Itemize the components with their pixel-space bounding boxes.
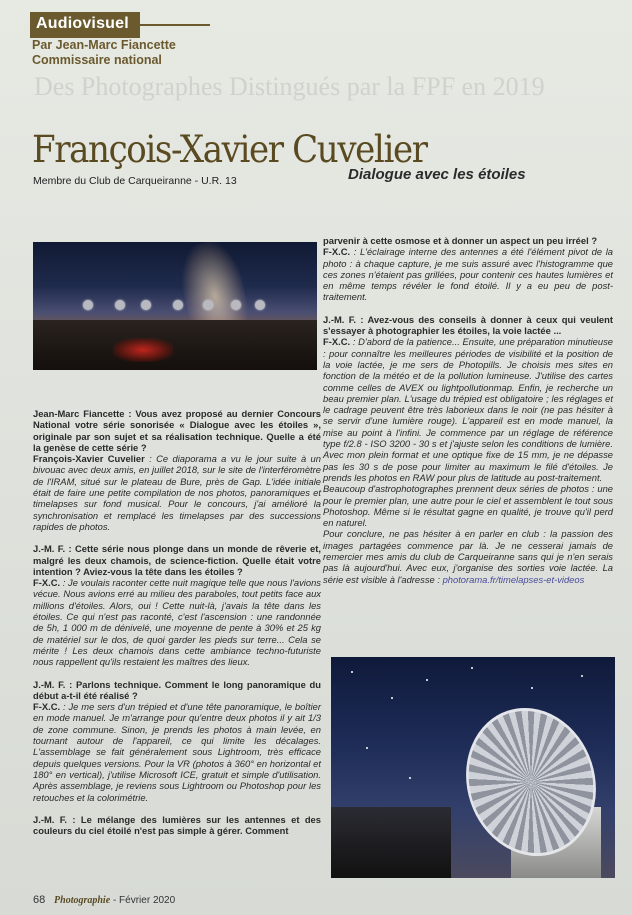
antenna-dish: [255, 300, 265, 310]
series-link[interactable]: photorama.fr/timelapses-et-videos: [442, 573, 585, 585]
rubric-divider: [140, 24, 210, 26]
photo-ground: [33, 320, 317, 370]
answer-text: : L'éclairage interne des antennes a été l'élément pivot de la photo : à chaque capture, je me suis assuré avec l'histogramme que ces zones n'étaient pas grillées, pour contenir ces hautes lumières et en même temps révéler le fond étoilé. Il y a eu peu de post-traitement.: [323, 246, 613, 303]
answer-lead: F-X.C.: [33, 577, 61, 589]
question-4-continued: parvenir à cette osmose et à donner un aspect un peu irréel ?: [323, 235, 598, 246]
antenna-dish: [141, 300, 151, 310]
answer-lead: F-X.C.: [33, 701, 61, 713]
star: [366, 747, 368, 749]
answer-5: [323, 336, 613, 483]
star: [426, 679, 428, 681]
answer-text: Pour conclure, ne pas hésiter à en parler en club : la passion des images partagées commence par là. Je ne cesserai jamais de remercier mes amis du club de Carqueiranne sans qui je n'en serais pas là aujourd'hui. Avec eux, j'organise des sorties voie lactée. La série est visible à l'adresse :: [323, 528, 613, 585]
answer-5-paragraph-3: [323, 528, 613, 584]
answer-lead: F-X.C.: [323, 336, 351, 348]
answer-lead: F-X.C.: [323, 246, 351, 258]
radio-telescope-photo: [331, 657, 615, 878]
author-name: Par Jean-Marc Fiancette: [32, 38, 176, 52]
question-3: J.-M. F. : Parlons technique. Comment le long panoramique du début a-t-il été réalisé ?: [33, 678, 321, 701]
question-4: J.-M. F. : Le mélange des lumières sur les antennes et des couleurs du ciel étoilé n'est pas simple à gérer. Comment: [33, 813, 321, 837]
page-number: 68: [33, 894, 46, 906]
section-rubric: Audiovisuel: [30, 12, 140, 38]
photographer-club: Membre du Club de Carqueiranne - U.R. 13: [33, 175, 237, 187]
ghost-headline: Des Photographes Distingués par la FPF en 2019: [34, 72, 545, 101]
answer-5-paragraph-2: Beaucoup d'astrophotographes prennent deux séries de photos : une pour le premier plan, une autre pour le ciel et assemblent le tout sous Photoshop. Même si le résultat gagne en qualité, je trouve qu'il perd en naturel.: [323, 483, 613, 529]
right-column: [323, 235, 613, 585]
question-5: J.-M. F. : Avez-vous des conseils à donner à ceux qui veulent s'essayer à photographier les étoiles, la voie lactée ...: [323, 313, 613, 337]
red-light-trail: [113, 338, 173, 362]
photographer-name: François-Xavier Cuvelier: [32, 128, 427, 171]
answer-4: [323, 246, 613, 302]
answer-1: [33, 453, 321, 532]
star: [471, 667, 473, 669]
page-footer: [33, 894, 175, 906]
question-1: Jean-Marc Fiancette : Vous avez proposé au dernier Concours National votre série sonorisée « Dialogue avec les étoiles », originale par son sujet et sa réalisation technique. Quelle a été la genèse de cette série ?: [33, 408, 321, 453]
author-role: Commissaire national: [32, 53, 162, 67]
antenna-dish: [231, 300, 241, 310]
antenna-dish: [83, 300, 93, 310]
panorama-photo: [33, 242, 317, 370]
question-2: J.-M. F. : Cette série nous plonge dans un monde de rêverie et, malgré les deux chamois, de science-fiction. Quelle était votre intention ? Aviez-vous la tête dans les étoiles ?: [33, 543, 321, 577]
answer-text: : Je me sers d'un trépied et d'une tête panoramique, le boîtier en mode manuel. Je m'arrange pour qu'entre deux photos il y ait 1/3 de zone commune. Sinon, je prends les photos à main levée, en tournant autour de l'appareil, ce qui limite les décalages. L'assemblage se fait généralement sous Lightroom, très efficace depuis quelques versions. Pour la VR (photos à 360° en horizontal et 180° en vertical), j'utilise Microsoft ICE, gratuit et simple d'utilisation. Après assemblage, je reviens sous Lightroom ou Photoshop pour les retouches et la colorimétrie.: [33, 701, 321, 803]
answer-text: : Je voulais raconter cette nuit magique telle que nous l'avions vécue. Nous avions erré au milieu des paraboles, tout petits face aux millions d'étoiles. Alors, oui ! Cette nuit-là, j'avais la tête dans les étoiles. Ce qui n'est pas raconté, c'est l'ascension : une randonnée de 5h, 1 000 m de dénivelé, une moyenne de pente à 30% et 25 kg de matériel sur le dos, de quoi garder les pieds sur terre... Cela se mérite ! Les deux chamois dans cette ambiance techno-futuriste nous rappellent qu'ils restaient les maîtres des lieux.: [33, 577, 321, 668]
answer-2: [33, 577, 321, 667]
star: [391, 697, 393, 699]
antenna-dish: [115, 300, 125, 310]
series-title: Dialogue avec les étoiles: [348, 166, 526, 183]
answer-text: : D'abord de la patience... Ensuite, une préparation minutieuse : pour connaître les meilleures périodes de visibilité et la position de la voie lactée, je me sers de Photopills. Je choisis mes sites en fonction de la météo et de la pollution lumineuse. J'utilise des cartes comme celles de AVEX ou lightpollutionmap. Enfin, je recherche un beau premier plan. L'usage du trépied est obligatoire ; les réglages et le cadrage peuvent être très laborieux dans le noir (ne pas hésiter à se servir d'une lumière rouge). L'appareil est en mode manuel, la mise au point à l'infini. Je commence par un réglage de référence type f/2.8 - ISO 3200 - 30 s et j'ajuste selon les conditions de lumière. Avec mon plein format et une optique fixe de 15 mm, je ne dépasse pas les 30 s de pose pour limiter au maximum le filé d'étoiles. Je prends les photos en RAW pour plus de latitude au post-traitement.: [323, 336, 613, 483]
author-block: [32, 38, 252, 68]
magazine-name: Photographie: [54, 895, 111, 906]
star: [351, 671, 353, 673]
star: [409, 777, 411, 779]
issue-date: - Février 2020: [112, 895, 176, 906]
answer-3: [33, 701, 321, 803]
antenna-dish: [203, 300, 213, 310]
answer-text: : Ce diaporama a vu le jour suite à un bivouac avec deux amis, en juillet 2018, sur le site de l'interféromètre de l'IRAM, situé sur le plateau de Bure, près de Gap. L'idée initiale était de faire une petite compilation de nos photos, panoramiques et timelapses sur fond musical. Pour le concours, j'ai amélioré la synchronisation et remplacé les timelapses par des successions rapides de photos.: [33, 453, 321, 532]
star: [581, 675, 583, 677]
left-column: [33, 408, 321, 836]
star: [531, 687, 533, 689]
answer-lead: François-Xavier Cuvelier: [33, 453, 145, 465]
foreground-hardware: [331, 807, 451, 878]
antenna-dish: [173, 300, 183, 310]
